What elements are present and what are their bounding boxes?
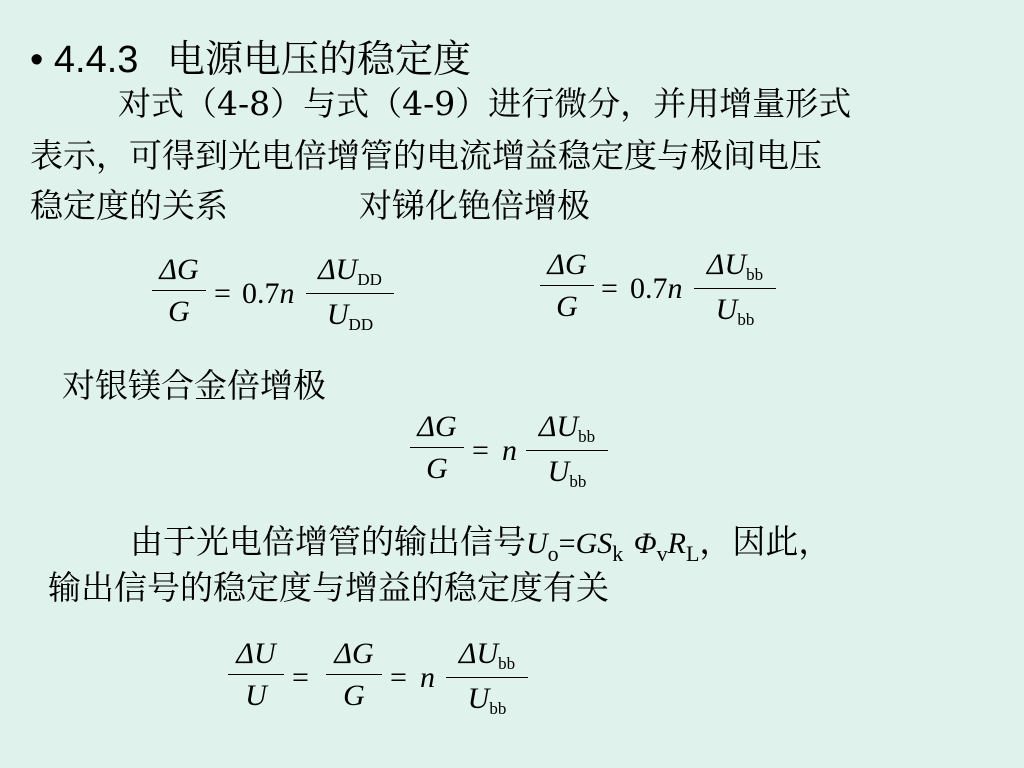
eq4-output-fraction: ΔU U	[228, 637, 284, 713]
eq3-voltage-fraction: $\Delta U_{bb}$ $U_{bb}$	[526, 410, 608, 492]
eq4-equals-1: =	[292, 661, 309, 694]
eq3-n: n	[502, 434, 517, 467]
eq2-gain-fraction: ΔG G	[540, 248, 594, 324]
section-number: 4.4.3	[53, 39, 139, 81]
eq1-gain-fraction: ΔG G	[152, 253, 206, 329]
eq2-equals: =	[601, 272, 618, 305]
paragraph1-line1: 对式（4-8）与式（4-9）进行微分，并用增量形式	[118, 84, 852, 123]
section-heading	[30, 28, 471, 83]
eq1-equals: =	[214, 277, 231, 310]
eq3-gain-fraction: ΔG G	[410, 410, 464, 486]
eq1-coefficient: 0.7n	[242, 277, 295, 310]
eq4-n: n	[420, 661, 435, 694]
eq4-voltage-fraction: $\Delta U_{bb}$ $U_{bb}$	[446, 637, 528, 719]
eq4-equals-2: =	[390, 661, 407, 694]
antimony-cesium-text: 对锑化铯倍增极	[359, 186, 590, 225]
eq2-coefficient: 0.7n	[630, 272, 683, 305]
paragraph3-line2: 输出信号的稳定度与增益的稳定度有关	[48, 568, 609, 607]
relation-text: 稳定度的关系	[30, 186, 228, 225]
bullet: •	[30, 39, 44, 81]
paragraph1-line2: 表示，可得到光电倍增管的电流增益稳定度与极间电压	[30, 136, 822, 175]
paragraph3-line1: 由于光电倍增管的输出信号$U_o=GS_k$ $\Phi_vR_L$，因此，	[130, 522, 832, 566]
paragraph2: 对银镁合金倍增极	[62, 366, 326, 405]
eq3-equals: =	[472, 434, 489, 467]
eq1-voltage-fraction: $\Delta U_{DD}$ $U_{DD}$	[306, 253, 394, 335]
paragraph1-line3	[30, 178, 590, 234]
eq4-gain-fraction: ΔG G	[326, 637, 382, 713]
eq2-voltage-fraction: $\Delta U_{bb}$ $U_{bb}$	[694, 248, 776, 330]
section-title: 电源电压的稳定度	[166, 39, 471, 81]
